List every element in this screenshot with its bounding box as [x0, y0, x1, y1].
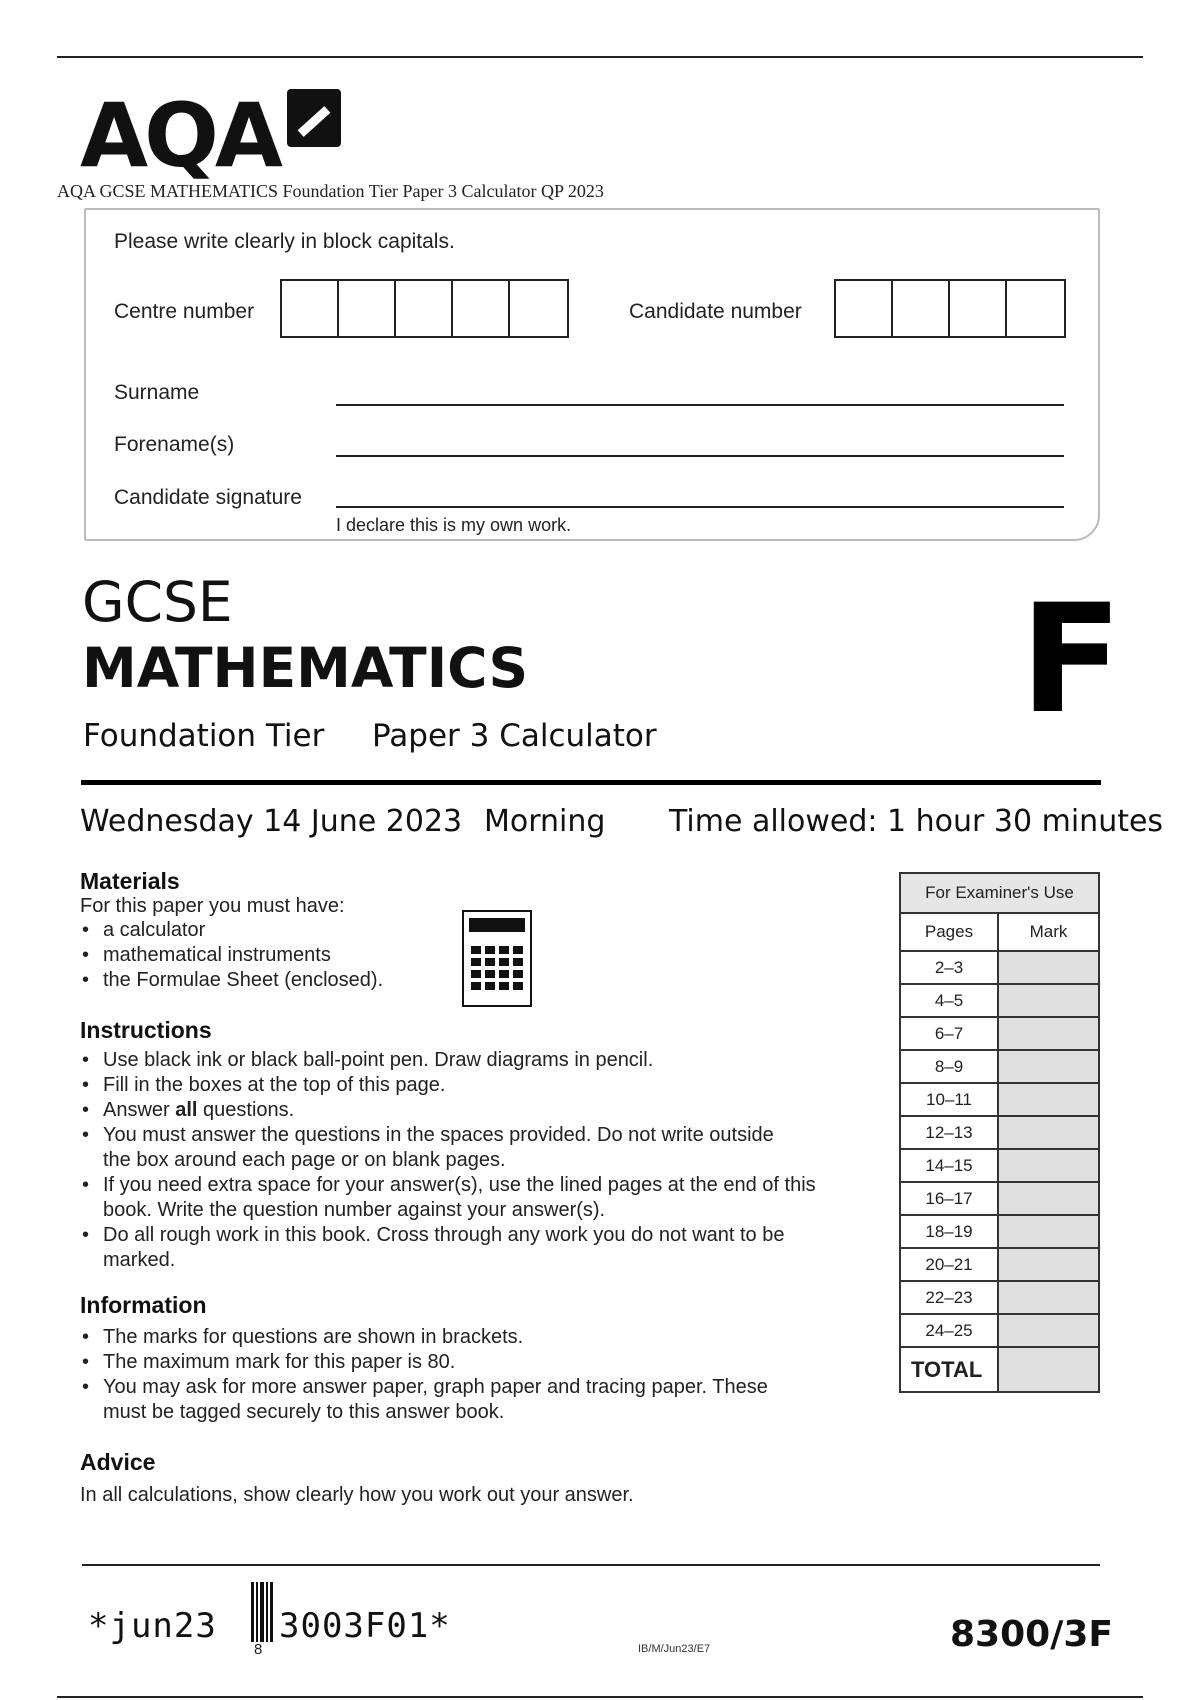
pages-cell: 10–11 [900, 1083, 998, 1116]
mark-cell [998, 1281, 1099, 1314]
table-row [900, 1182, 1099, 1215]
aqa-logo: AQA [80, 84, 280, 187]
pages-cell: 18–19 [900, 1215, 998, 1248]
qualification-title: GCSE [82, 570, 233, 634]
title-rule [81, 780, 1101, 785]
mark-cell [998, 1083, 1099, 1116]
mark-cell [998, 1314, 1099, 1347]
pages-cell: 14–15 [900, 1149, 998, 1182]
time-allowed: Time allowed: 1 hour 30 minutes [669, 804, 1164, 839]
candidate-number-boxes[interactable] [834, 279, 1066, 338]
mark-cell [998, 1182, 1099, 1215]
advice-heading: Advice [80, 1449, 156, 1475]
information-heading: Information [80, 1292, 207, 1318]
mark-cell [998, 1116, 1099, 1149]
exam-date: Wednesday 14 June 2023 [80, 804, 463, 839]
list-item: • Do all rough work in this book. Cross through any work you do not want to be marked. [80, 1223, 840, 1273]
paper-label: Paper 3 Calculator [372, 718, 657, 754]
surname-line[interactable] [336, 404, 1064, 406]
calculator-icon [462, 910, 532, 1007]
forename-label: Forename(s) [114, 433, 235, 456]
table-row [900, 1215, 1099, 1248]
calculator-screen [469, 918, 525, 932]
pages-cell: 2–3 [900, 951, 998, 984]
instructions-list [80, 1048, 860, 1273]
candidate-number-label: Candidate number [629, 300, 802, 323]
list-item: • mathematical instruments [80, 943, 383, 968]
aqa-logo-mark-icon [287, 89, 341, 147]
footer-rule [82, 1564, 1100, 1566]
reference-code: IB/M/Jun23/E7 [638, 1643, 711, 1655]
instructions-heading: Instructions [80, 1017, 212, 1043]
pages-cell: 20–21 [900, 1248, 998, 1281]
mark-cell [998, 1215, 1099, 1248]
pages-cell: 22–23 [900, 1281, 998, 1314]
signature-line[interactable] [336, 506, 1064, 508]
total-row [900, 1347, 1099, 1392]
centre-number-label: Centre number [114, 300, 255, 323]
table-row [900, 951, 1099, 984]
examiner-table-title: For Examiner's Use [900, 873, 1099, 913]
candidate-digit-box[interactable] [1007, 281, 1064, 336]
list-item: • a calculator [80, 918, 383, 943]
materials-heading: Materials [80, 868, 180, 894]
declaration-text: I declare this is my own work. [336, 515, 572, 535]
pages-cell: 12–13 [900, 1116, 998, 1149]
signature-label: Candidate signature [114, 486, 302, 509]
mark-cell [998, 984, 1099, 1017]
table-row [900, 1281, 1099, 1314]
calculator-keys [471, 946, 523, 990]
centre-number-boxes[interactable] [280, 279, 569, 338]
pages-cell: 8–9 [900, 1050, 998, 1083]
mark-cell [998, 1017, 1099, 1050]
total-label: TOTAL [900, 1347, 998, 1392]
list-item: • Use black ink or black ball-point pen. Draw diagrams in pencil. [80, 1048, 860, 1073]
mark-cell [998, 1248, 1099, 1281]
centre-digit-box[interactable] [282, 281, 339, 336]
pages-cell: 4–5 [900, 984, 998, 1017]
candidate-digit-box[interactable] [893, 281, 950, 336]
centre-digit-box[interactable] [396, 281, 453, 336]
bottom-rule [57, 1696, 1143, 1698]
table-row [900, 1314, 1099, 1347]
table-row [900, 984, 1099, 1017]
pages-cell: 24–25 [900, 1314, 998, 1347]
list-item: • the Formulae Sheet (enclosed). [80, 968, 383, 993]
mark-cell [998, 951, 1099, 984]
barcode-text-right: 3003F01* [279, 1606, 451, 1646]
document-caption: AQA GCSE MATHEMATICS Foundation Tier Paper 3 Calculator QP 2023 [57, 181, 604, 201]
mark-cell [998, 1149, 1099, 1182]
candidate-digit-box[interactable] [836, 281, 893, 336]
pages-column-header: Pages [900, 913, 998, 951]
materials-intro: For this paper you must have: [80, 895, 345, 917]
candidate-digit-box[interactable] [950, 281, 1007, 336]
barcode-icon [251, 1582, 275, 1642]
subject-title: MATHEMATICS [82, 636, 529, 700]
pages-cell: 6–7 [900, 1017, 998, 1050]
total-mark-cell [998, 1347, 1099, 1392]
top-rule [57, 56, 1143, 58]
table-row [900, 1149, 1099, 1182]
list-item: • If you need extra space for your answer(s), use the lined pages at the end of this book. Write the question number against your answer(s). [80, 1173, 860, 1223]
list-item: • The marks for questions are shown in brackets. [80, 1325, 820, 1350]
tier-letter: F [1020, 573, 1123, 747]
advice-text: In all calculations, show clearly how you work out your answer. [80, 1484, 634, 1506]
table-row [900, 1050, 1099, 1083]
mark-cell [998, 1050, 1099, 1083]
paper-code: 8300/3F [950, 1614, 1113, 1655]
barcode-number: 8 [254, 1641, 263, 1658]
tier-label: Foundation Tier [83, 718, 325, 754]
list-item: • You may ask for more answer paper, graph paper and tracing paper. These must be tagged securely to this answer book. [80, 1375, 800, 1425]
table-row [900, 1083, 1099, 1116]
centre-digit-box[interactable] [339, 281, 396, 336]
exam-session: Morning [484, 804, 606, 839]
list-item: • Answer all questions. [80, 1098, 860, 1123]
list-item: • The maximum mark for this paper is 80. [80, 1350, 820, 1375]
table-row [900, 1017, 1099, 1050]
table-row [900, 1248, 1099, 1281]
centre-digit-box[interactable] [510, 281, 567, 336]
list-item: • You must answer the questions in the spaces provided. Do not write outside the box around each page or on blank pages. [80, 1123, 790, 1173]
materials-list [80, 918, 383, 993]
pages-cell: 16–17 [900, 1182, 998, 1215]
list-item: • Fill in the boxes at the top of this page. [80, 1073, 860, 1098]
examiner-use-table [899, 872, 1100, 1393]
table-row [900, 1116, 1099, 1149]
information-list [80, 1325, 820, 1425]
mark-column-header: Mark [998, 913, 1099, 951]
block-capitals-instruction: Please write clearly in block capitals. [114, 230, 455, 253]
surname-label: Surname [114, 381, 200, 404]
barcode-text-left: *jun23 [88, 1606, 217, 1646]
centre-digit-box[interactable] [453, 281, 510, 336]
forename-line[interactable] [336, 455, 1064, 457]
